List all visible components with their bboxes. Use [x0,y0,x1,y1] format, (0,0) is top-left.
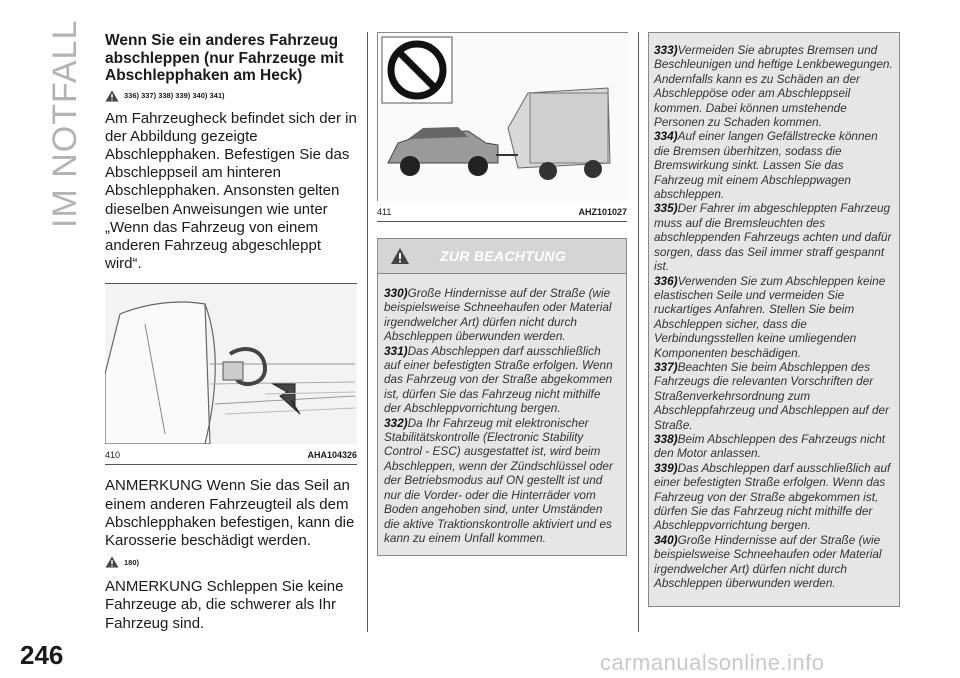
warning-refs: 336) 337) 338) 339) 340) 341) [105,90,357,102]
note-text: Beachten Sie beim Abschleppen des Fahrzeugs die relevanten Vorschriften der Straßenverkehrsordnung zum Abschleppfahrzeug und Abschleppen auf der Straße. [654,359,890,432]
note-item [654,432,893,461]
note-number: 337) [654,359,678,374]
note-text: Der Fahrer im abgeschleppten Fahrzeug muss auf die Bremsleuchten des abschleppenden Fahrzeugs achten und dafür sorgen, dass das Seil immer straff gespannt ist. [654,201,892,274]
note-body [378,274,626,555]
note-item [654,533,893,591]
note-number: 340) [654,532,678,547]
note-number: 332) [384,415,408,430]
note-text: Große Hindernisse auf der Straße (wie beispielsweise Schneehaufen oder Material irgendwelcher Art) dürfen nicht durch Abschleppen überwunden werden. [384,286,612,344]
note-number: 335) [654,201,678,216]
note-number: 334) [654,129,678,144]
note-item [654,43,893,129]
note-item [384,344,620,416]
warning-refs: 180) [105,556,357,568]
column-divider [638,32,639,632]
column-divider [367,32,368,632]
note-number: 330) [384,286,408,300]
note-item [654,360,893,432]
watermark: carmanualsonline.info [600,650,825,675]
towing-illustration [377,32,628,201]
paragraph: ANMERKUNG Wenn Sie das Seil an einem anderen Fahrzeugteil als dem Abschlepphaken befestigen, kann die Karosserie beschädigt werden. [105,477,355,549]
column-1 [105,32,357,633]
note-item [384,416,620,546]
rule [105,464,357,465]
note-item [384,286,620,344]
note-text: Das Abschleppen darf ausschließlich auf einer befestigten Straße erfolgen. Wenn das Fahrzeug von der Straße abgekommen ist, dürfen Sie das Fahrzeug nicht mithilfe der Abschleppvorrichtung bergen. [384,343,613,416]
section-title-vertical: IM NOTFALL [46,19,84,228]
note-number: 339) [654,460,678,475]
warning-triangle-icon [390,247,410,265]
note-item [654,274,893,360]
note-number: 338) [654,431,678,446]
figure-code: AHZ101027 [578,207,627,217]
note-number: 331) [384,343,408,358]
note-text: Große Hindernisse auf der Straße (wie beispielsweise Schneehaufen oder Material irgendwelcher Art) dürfen nicht durch Abschleppen überwunden werden. [654,532,882,591]
column-2 [377,32,627,556]
note-text: Vermeiden Sie abruptes Bremsen und Beschleunigen und heftige Lenkbewegungen. Andernfalls kann es zu Schäden an der Abschleppöse oder am Abschleppseil kommen. Dabei können umstehende Personen zu Schaden kommen. [654,43,893,130]
tow-hook-illustration [105,284,357,444]
note-text: Auf einer langen Gefällstrecke können die Bremsen überhitzen, sodass die Bremswirkung sinkt. Lassen Sie das Fahrzeug mit einem Abschleppwagen abschleppen. [654,129,878,202]
note-header [378,239,626,274]
page-number: 246 [20,640,64,670]
paragraph: ANMERKUNG Schleppen Sie keine Fahrzeuge ab, die schwerer als Ihr Fahrzeug sind. [105,578,344,632]
column-3-note-box [648,32,900,607]
note-title: ZUR BEACHTUNG [440,248,567,264]
figure-code: AHA104326 [307,450,357,461]
note-number: 336) [654,273,678,288]
note-number: 333) [654,43,678,57]
note-item [654,201,893,273]
note-text: Verwenden Sie zum Abschleppen keine elastischen Seile und vermeiden Sie ruckartiges Anfahren. Stellen Sie beim Abschleppen sicher, dass die Verbindungsstellen keine umliegenden Komponenten beschädigen. [654,273,886,360]
paragraph: Am Fahrzeugheck befindet sich der in der Abbildung gezeigte Abschlepphaken. Befestigen Sie das Abschleppseil am hinteren Abschlepphaken. Ansonsten gelten dieselben Anweisungen wie unter „Wenn das Fahrzeug von einem anderen Fahrzeug abgeschleppt wird“. [105,109,357,273]
note-text: Beim Abschleppen des Fahrzeugs nicht den Motor anlassen. [654,431,886,461]
rule [377,221,627,222]
figure-caption [377,207,627,217]
warning-triangle-icon [105,556,119,568]
note-text: Da Ihr Fahrzeug mit elektronischer Stabilitätskontrolle (Electronic Stability Control - ESC) ausgestattet ist, wird beim Abschleppen, wenn der Zündschlüssel oder der Betriebsmodus auf ON gestellt ist und nur die Vorder- oder die Hinterräder vom Boden angehoben sind, unter Umständen die aktive Traktionskontrolle aktiviert und es kann zu einem Unfall kommen. [384,415,613,545]
figure-number: 410 [105,450,121,461]
figure-number: 411 [377,207,392,217]
warning-triangle-icon [105,90,119,102]
note-item [654,461,893,533]
note-item [654,129,893,201]
figure-caption [105,450,357,460]
note-box [377,238,627,556]
section-heading: Wenn Sie ein anderes Fahrzeug abschleppen (nur Fahrzeuge mit Abschlepphaken am Heck) [105,32,344,84]
note-body [649,33,899,606]
note-text: Das Abschleppen darf ausschließlich auf einer befestigten Straße erfolgen. Wenn das Fahrzeug von der Straße abgekommen ist, dürfen Sie das Fahrzeug nicht mithilfe der Abschleppvorrichtung bergen. [654,460,891,533]
